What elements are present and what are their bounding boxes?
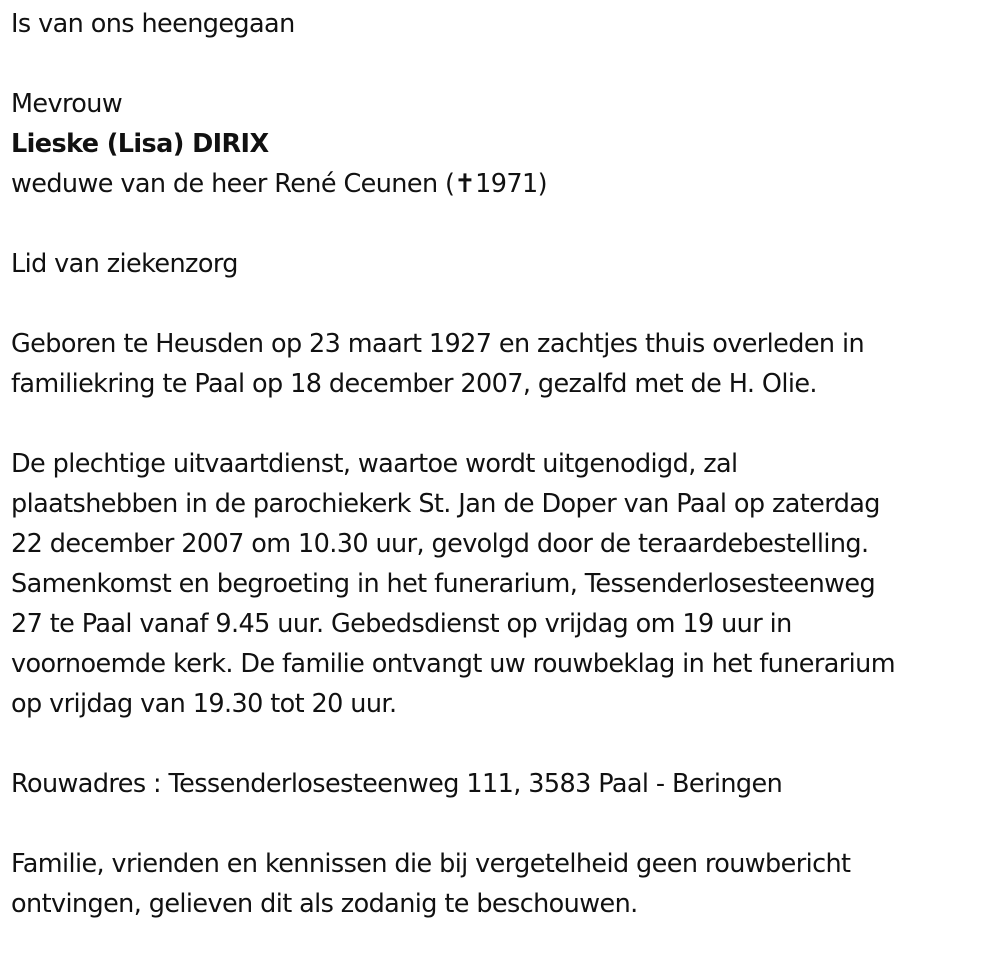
paragraph-line: voornoemde kerk. De familie ontvangt uw rouwbeklag in het funerarium [11, 649, 895, 679]
paragraph-line: Samenkomst en begroeting in het funerarium, Tessenderlosesteenweg [11, 569, 876, 599]
paragraph-line: Familie, vrienden en kennissen die bij vergetelheid geen rouwbericht [11, 849, 851, 879]
paragraph-line: plaatshebben in de parochiekerk St. Jan de Doper van Paal op zaterdag [11, 489, 880, 519]
intro-paragraph [11, 4, 991, 44]
address-paragraph [11, 764, 991, 804]
salutation: Mevrouw [11, 89, 123, 119]
name-block [11, 84, 991, 204]
funeral-paragraph [11, 444, 991, 724]
deceased-name: Lieske (Lisa) DIRIX [11, 129, 269, 159]
mourning-address: Rouwadres : Tessenderlosesteenweg 111, 3583 Paal - Beringen [11, 769, 783, 799]
membership-text: Lid van ziekenzorg [11, 249, 238, 279]
paragraph-line: Geboren te Heusden op 23 maart 1927 en zachtjes thuis overleden in [11, 329, 865, 359]
paragraph-line: 27 te Paal vanaf 9.45 uur. Gebedsdienst op vrijdag om 19 uur in [11, 609, 792, 639]
paragraph-line: De plechtige uitvaartdienst, waartoe wordt uitgenodigd, zal [11, 449, 738, 479]
death-notice [11, 4, 991, 932]
paragraph-line: ontvingen, gelieven dit als zodanig te beschouwen. [11, 889, 638, 919]
widow-line: weduwe van de heer René Ceunen (✝1971) [11, 169, 547, 199]
birth-death-paragraph [11, 324, 991, 404]
paragraph-line: 22 december 2007 om 10.30 uur, gevolgd door de teraardebestelling. [11, 529, 869, 559]
membership-paragraph [11, 244, 991, 284]
closing-paragraph [11, 844, 991, 924]
paragraph-line: familiekring te Paal op 18 december 2007, gezalfd met de H. Olie. [11, 369, 817, 399]
intro-text: Is van ons heengegaan [11, 9, 295, 39]
paragraph-line: op vrijdag van 19.30 tot 20 uur. [11, 689, 397, 719]
